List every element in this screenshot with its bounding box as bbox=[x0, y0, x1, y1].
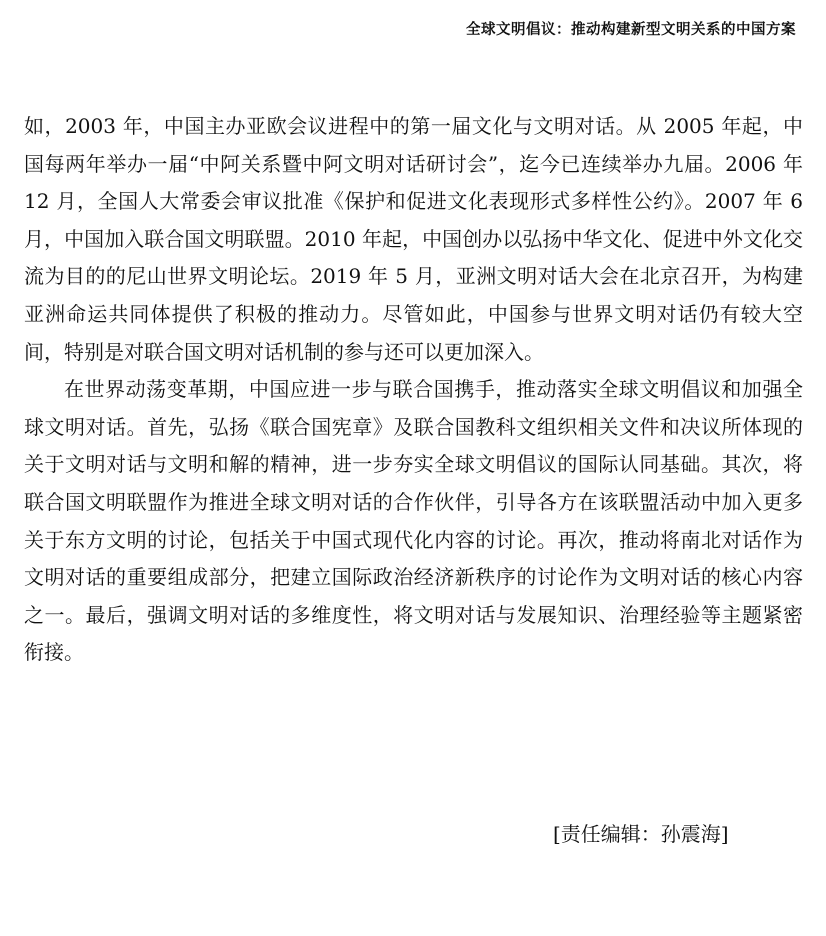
paragraph-continued: 如，2003 年，中国主办亚欧会议进程中的第一届文化与文明对话。从 2005 年起，中国每两年举办一届“中阿关系暨中阿文明对话研讨会”，迄今已连续举办九届。2006 年 12 月，全国人大常委会审议批准《保护和促进文化表现形式多样性公约》。2007 年 6 月，中国加入联合国文明联盟。2010 年起，中国创办以弘扬中华文化、促进中外文化交流为目的的尼山世界文明论坛。2019 年 5 月，亚洲文明对话大会在北京召开，为构建亚洲命运共同体提供了积极的推动力。尽管如此，中国参与世界文明对话仍有较大空间，特别是对联合国文明对话机制的参与还可以更加深入。 bbox=[24, 114, 803, 364]
article-body bbox=[24, 108, 803, 672]
running-header: 全球文明倡议：推动构建新型文明关系的中国方案 bbox=[466, 21, 796, 38]
paragraph-un-cooperation: 在世界动荡变革期，中国应进一步与联合国携手，推动落实全球文明倡议和加强全球文明对话。首先，弘扬《联合国宪章》及联合国教科文组织相关文件和决议所体现的关于文明对话与文明和解的精神，进一步夯实全球文明倡议的国际认同基础。其次，将联合国文明联盟作为推进全球文明对话的合作伙伴，引导各方在该联盟活动中加入更多关于东方文明的讨论，包括关于中国式现代化内容的讨论。再次，推动将南北对话作为文明对话的重要组成部分，把建立国际政治经济新秩序的讨论作为文明对话的核心内容之一。最后，强调文明对话的多维度性，将文明对话与发展知识、治理经验等主题紧密衔接。 bbox=[24, 377, 803, 665]
responsible-editor-note: [责任编辑：孙震海] bbox=[553, 822, 729, 846]
